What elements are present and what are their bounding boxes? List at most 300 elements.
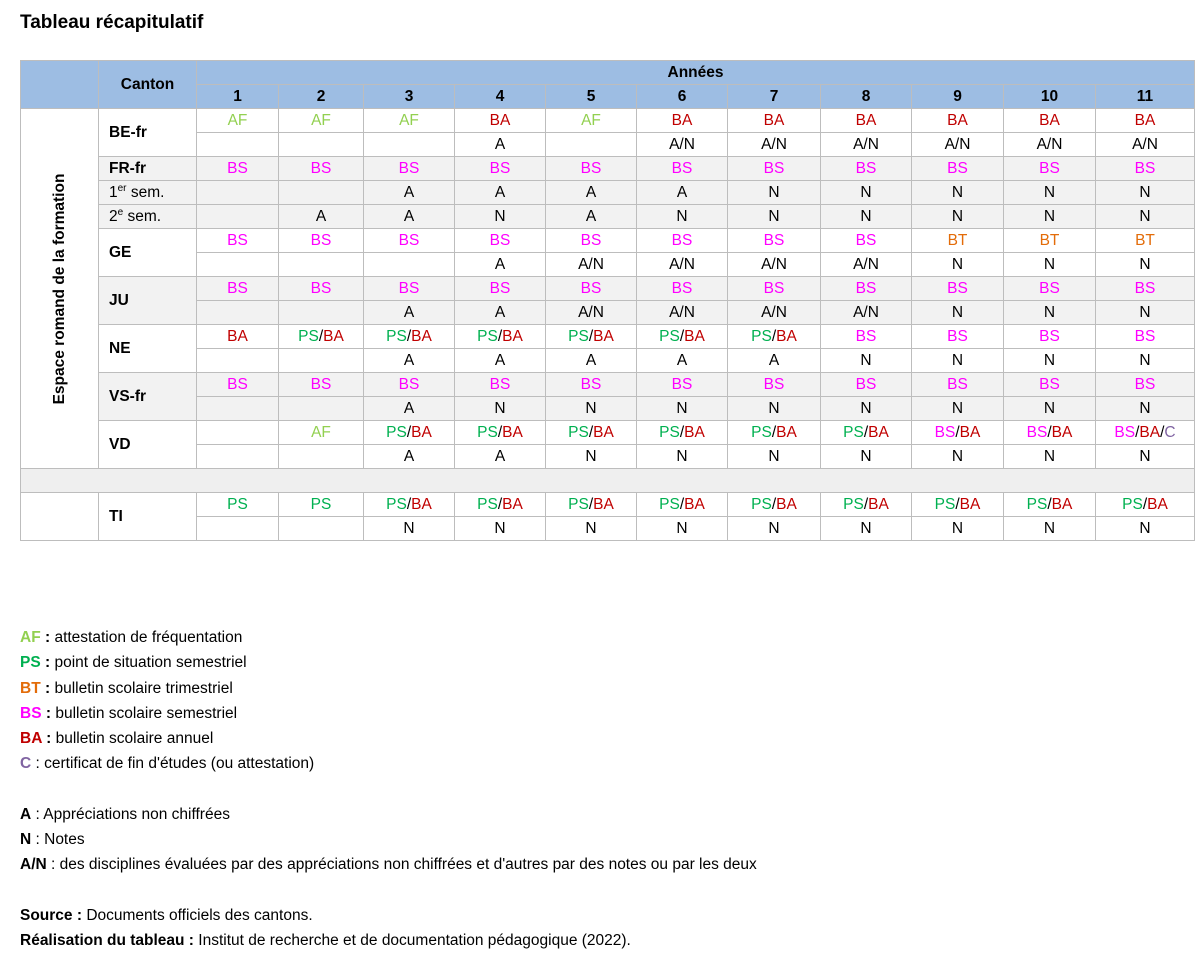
code-ba: BA — [684, 423, 705, 441]
value-cell — [1004, 277, 1096, 301]
code-bs: BS — [1039, 279, 1060, 297]
code-separator: / — [588, 423, 594, 441]
value-cell — [1096, 373, 1195, 397]
value-cell — [1096, 397, 1195, 421]
code-ps: PS — [751, 423, 772, 441]
legend-text: bulletin scolaire annuel — [51, 730, 214, 748]
code-separator: / — [1047, 495, 1052, 513]
canton-label: TI — [99, 493, 197, 541]
value-cell — [364, 373, 455, 397]
legend-sep: : — [40, 654, 51, 672]
value-cell — [197, 205, 279, 229]
evaluation-value: N — [1139, 207, 1151, 225]
value-cell — [1004, 517, 1096, 541]
value-cell — [821, 301, 912, 325]
legend-item — [20, 726, 757, 751]
value-cell — [637, 205, 728, 229]
realisation-line-text: Institut de recherche et de documentation pédagogique (2022). — [193, 931, 631, 949]
code-bs: BS — [489, 159, 511, 177]
code-ps: PS — [298, 327, 319, 345]
value-cell — [637, 397, 728, 421]
value-cell — [364, 493, 455, 517]
table-row — [21, 349, 1195, 373]
value-cell — [455, 157, 546, 181]
evaluation-value: A — [585, 351, 597, 369]
page-title: Tableau récapitulatif — [20, 12, 204, 33]
code-bs: BS — [763, 375, 785, 393]
code-ps: PS — [477, 327, 498, 345]
value-cell — [455, 373, 546, 397]
table-row — [21, 109, 1195, 133]
year-header: 7 — [728, 85, 821, 109]
evaluation-value: N — [860, 207, 872, 225]
value-cell — [821, 517, 912, 541]
evaluation-value: N — [1043, 255, 1056, 273]
value-cell — [546, 109, 637, 133]
value-cell — [728, 445, 821, 469]
code-ba: BA — [684, 495, 705, 513]
canton-label: BE-fr — [99, 109, 197, 157]
evaluation-value: A — [403, 351, 415, 369]
value-cell — [364, 109, 455, 133]
evaluation-value: A/N — [761, 303, 787, 321]
code-bs: BS — [310, 159, 332, 177]
evaluation-value: N — [860, 519, 872, 537]
code-bs: BS — [1039, 159, 1060, 177]
evaluation-value: N — [860, 399, 872, 417]
evaluation-value: N — [768, 399, 780, 417]
code-ba: BA — [593, 495, 614, 513]
evaluation-value: A/N — [853, 255, 879, 273]
code-bs: BS — [855, 159, 877, 177]
year-header: 2 — [279, 85, 364, 109]
value-cell — [821, 493, 912, 517]
value-cell — [1096, 229, 1195, 253]
code-ps: PS — [659, 495, 680, 513]
evaluation-value: N — [951, 303, 964, 321]
value-cell — [637, 277, 728, 301]
value-cell — [821, 397, 912, 421]
value-cell — [197, 109, 279, 133]
value-cell — [1004, 445, 1096, 469]
evaluation-value: N — [676, 207, 688, 225]
group-label-cell — [21, 109, 99, 469]
evaluation-value: A/N — [1036, 135, 1063, 153]
value-cell — [728, 205, 821, 229]
code-ba: BA — [776, 327, 797, 345]
evaluation-value: A/N — [853, 135, 879, 153]
value-cell — [364, 445, 455, 469]
legend-item — [20, 625, 757, 650]
evaluation-value: N — [768, 519, 780, 537]
legend-gap — [20, 878, 757, 903]
value-cell — [364, 397, 455, 421]
evaluation-value: N — [768, 183, 780, 201]
code-ba: BA — [411, 327, 432, 345]
value-cell — [455, 133, 546, 157]
code-separator: / — [588, 327, 594, 345]
value-cell — [455, 397, 546, 421]
value-cell — [1096, 133, 1195, 157]
evaluation-value: N — [676, 447, 688, 465]
evaluation-value: N — [951, 183, 964, 201]
value-cell — [197, 277, 279, 301]
value-cell — [546, 349, 637, 373]
code-c: C — [1164, 423, 1176, 441]
table-row — [21, 421, 1195, 445]
evaluation-value: N — [1139, 399, 1151, 417]
value-cell — [197, 517, 279, 541]
value-cell — [279, 157, 364, 181]
evaluation-value: N — [494, 207, 506, 225]
code-bs: BS — [947, 327, 968, 345]
evaluation-value: N — [676, 519, 688, 537]
code-ba: BA — [1051, 423, 1073, 441]
value-cell — [279, 133, 364, 157]
code-bs: BS — [1134, 327, 1156, 345]
year-header: 5 — [546, 85, 637, 109]
table-row — [21, 301, 1195, 325]
evaluation-value: N — [951, 399, 964, 417]
value-cell — [1004, 109, 1096, 133]
value-cell — [912, 445, 1004, 469]
value-cell — [455, 181, 546, 205]
evaluation-value: N — [1139, 519, 1151, 537]
code-bs: BS — [855, 327, 877, 345]
year-header: 6 — [637, 85, 728, 109]
value-cell — [912, 517, 1004, 541]
legend-text: : certificat de fin d'études (ou attestation) — [31, 755, 315, 773]
code-bs: BS — [947, 375, 968, 393]
code-separator: / — [863, 423, 869, 441]
canton-label: NE — [99, 325, 197, 373]
evaluation-value: N — [951, 447, 964, 465]
value-cell — [197, 349, 279, 373]
code-ps: PS — [659, 327, 680, 345]
code-bs: BS — [1039, 375, 1060, 393]
value-cell — [197, 493, 279, 517]
evaluation-value: A — [494, 255, 506, 273]
legend-code: C — [20, 755, 32, 773]
canton-label: GE — [99, 229, 197, 277]
value-cell — [364, 205, 455, 229]
code-ps: PS — [843, 423, 864, 441]
value-cell — [728, 181, 821, 205]
code-bs: BS — [398, 279, 420, 297]
value-cell — [279, 517, 364, 541]
canton-label: FR-fr — [99, 157, 197, 181]
code-ps: PS — [227, 495, 248, 513]
code-separator: / — [771, 327, 777, 345]
evaluation-value: N — [1139, 183, 1151, 201]
code-separator: / — [679, 327, 685, 345]
value-cell — [1004, 325, 1096, 349]
code-separator: / — [1160, 423, 1165, 441]
value-cell — [728, 325, 821, 349]
code-bs: BS — [671, 231, 693, 249]
code-separator: / — [318, 327, 324, 345]
code-ps: PS — [310, 495, 332, 513]
value-cell — [1004, 157, 1096, 181]
value-cell — [912, 349, 1004, 373]
value-cell — [1004, 397, 1096, 421]
evaluation-value: A — [585, 183, 597, 201]
value-cell — [546, 277, 637, 301]
evaluation-value: A — [676, 351, 688, 369]
code-bs: BS — [1134, 375, 1156, 393]
evaluation-value: A — [494, 303, 506, 321]
evaluation-value: A — [403, 183, 415, 201]
code-af: AF — [399, 111, 419, 129]
evaluation-value: A — [403, 207, 415, 225]
code-bs: BS — [580, 231, 602, 249]
value-cell — [364, 349, 455, 373]
code-ps: PS — [1026, 495, 1048, 513]
year-header: 1 — [197, 85, 279, 109]
value-cell — [197, 253, 279, 277]
evaluation-value: N — [1139, 351, 1151, 369]
code-bs: BS — [1134, 159, 1156, 177]
code-ps: PS — [386, 423, 407, 441]
value-cell — [364, 229, 455, 253]
value-cell — [197, 157, 279, 181]
evaluation-value: A — [403, 447, 415, 465]
evaluation-value: N — [860, 183, 872, 201]
evaluation-value: A/N — [578, 303, 604, 321]
code-ps: PS — [386, 327, 407, 345]
code-separator: / — [1142, 495, 1148, 513]
value-cell — [279, 445, 364, 469]
value-cell — [1096, 277, 1195, 301]
evaluation-value: N — [860, 447, 872, 465]
code-bs: BS — [489, 231, 511, 249]
evaluation-value: N — [951, 351, 964, 369]
value-cell — [1096, 253, 1195, 277]
value-cell — [912, 493, 1004, 517]
code-ba: BA — [489, 111, 511, 129]
legend-code: BA — [20, 730, 42, 748]
evaluation-value: N — [1043, 519, 1056, 537]
evaluation-value: N — [494, 519, 506, 537]
value-cell — [279, 181, 364, 205]
evaluation-value: A — [315, 207, 327, 225]
value-cell — [279, 253, 364, 277]
value-cell — [821, 253, 912, 277]
value-cell — [455, 229, 546, 253]
value-cell — [637, 133, 728, 157]
value-cell — [197, 445, 279, 469]
evaluation-value: N — [1043, 351, 1056, 369]
code-bt: BT — [947, 231, 968, 249]
code-ba: BA — [1147, 495, 1168, 513]
code-separator: / — [771, 423, 777, 441]
evaluation-value: A/N — [1132, 135, 1158, 153]
table-row — [21, 445, 1195, 469]
value-cell — [1004, 301, 1096, 325]
legend-text: bulletin scolaire trimestriel — [50, 679, 233, 697]
code-ba: BA — [684, 327, 705, 345]
code-bs: BS — [398, 231, 420, 249]
value-cell — [1004, 181, 1096, 205]
value-cell — [728, 133, 821, 157]
value-cell — [1004, 253, 1096, 277]
code-bt: BT — [1135, 231, 1155, 249]
value-cell — [364, 421, 455, 445]
value-cell — [912, 421, 1004, 445]
evaluation-value: N — [1043, 183, 1056, 201]
value-cell — [546, 421, 637, 445]
value-cell — [821, 445, 912, 469]
value-cell — [197, 397, 279, 421]
code-bs: BS — [947, 159, 968, 177]
value-cell — [546, 181, 637, 205]
value-cell — [546, 373, 637, 397]
value-cell — [1004, 133, 1096, 157]
value-cell — [546, 133, 637, 157]
legend-code: A — [20, 805, 32, 823]
code-separator: / — [406, 495, 412, 513]
value-cell — [728, 421, 821, 445]
legend-item — [20, 701, 757, 726]
value-cell — [728, 229, 821, 253]
code-ba: BA — [502, 327, 523, 345]
evaluation-value: N — [951, 519, 964, 537]
summary-table — [20, 60, 1195, 541]
value-cell — [637, 421, 728, 445]
legend-text: bulletin scolaire semestriel — [51, 704, 238, 722]
year-header: 3 — [364, 85, 455, 109]
value-cell — [637, 517, 728, 541]
legend-code: PS — [20, 654, 41, 672]
value-cell — [197, 301, 279, 325]
evaluation-value: N — [585, 447, 597, 465]
value-cell — [197, 325, 279, 349]
code-separator: / — [863, 495, 869, 513]
corner-cell — [21, 61, 99, 109]
value-cell — [364, 325, 455, 349]
value-cell — [279, 397, 364, 421]
table-row — [21, 133, 1195, 157]
value-cell — [364, 253, 455, 277]
code-ba: BA — [323, 327, 344, 345]
code-separator: / — [955, 423, 960, 441]
evaluation-value: A — [585, 207, 597, 225]
evaluation-value: A — [768, 351, 780, 369]
code-ps: PS — [477, 423, 498, 441]
value-cell — [728, 493, 821, 517]
value-cell — [637, 445, 728, 469]
code-ba: BA — [763, 111, 785, 129]
value-cell — [821, 325, 912, 349]
code-bs: BS — [580, 279, 602, 297]
value-cell — [455, 445, 546, 469]
code-ba: BA — [593, 327, 614, 345]
value-cell — [364, 277, 455, 301]
code-ba: BA — [593, 423, 614, 441]
evaluation-value: A — [494, 447, 506, 465]
code-ba: BA — [855, 111, 877, 129]
value-cell — [546, 517, 637, 541]
value-cell — [455, 277, 546, 301]
code-ba: BA — [776, 495, 797, 513]
value-cell — [912, 205, 1004, 229]
evaluation-value: N — [585, 399, 597, 417]
value-cell — [821, 421, 912, 445]
value-cell — [912, 253, 1004, 277]
value-cell — [364, 157, 455, 181]
value-cell — [637, 157, 728, 181]
code-bs: BS — [671, 159, 693, 177]
legend-item — [20, 852, 757, 877]
value-cell — [1004, 229, 1096, 253]
value-cell — [728, 277, 821, 301]
value-cell — [1096, 493, 1195, 517]
legend-code: AF — [20, 629, 41, 646]
legend-sep: : — [41, 730, 52, 748]
evaluation-value: A/N — [853, 303, 879, 321]
semester-suffix: er — [117, 182, 127, 194]
code-bs: BS — [398, 159, 420, 177]
value-cell — [1004, 373, 1096, 397]
code-ps: PS — [751, 327, 772, 345]
semester-number: 1 — [109, 183, 118, 201]
group-label-cell — [21, 493, 99, 541]
value-cell — [912, 397, 1004, 421]
evaluation-value: N — [860, 351, 872, 369]
code-ps: PS — [934, 495, 956, 513]
code-separator: / — [955, 495, 960, 513]
value-cell — [455, 517, 546, 541]
evaluation-value: N — [585, 519, 597, 537]
code-separator: / — [1047, 423, 1052, 441]
value-cell — [279, 325, 364, 349]
legend-sep: : — [40, 679, 51, 697]
value-cell — [912, 157, 1004, 181]
evaluation-value: A/N — [669, 255, 695, 273]
legend-code: BS — [20, 704, 42, 722]
table-row — [21, 397, 1195, 421]
value-cell — [728, 517, 821, 541]
code-ba: BA — [1051, 495, 1073, 513]
value-cell — [912, 229, 1004, 253]
value-cell — [455, 205, 546, 229]
code-bs: BS — [227, 279, 248, 297]
value-cell — [1096, 301, 1195, 325]
canton-header: Canton — [99, 61, 197, 109]
code-separator: / — [497, 327, 503, 345]
code-bs: BS — [855, 279, 877, 297]
value-cell — [821, 277, 912, 301]
value-cell — [637, 229, 728, 253]
legend-text: attestation de fréquentation — [50, 629, 243, 646]
code-bs: BS — [671, 375, 693, 393]
evaluation-value: A/N — [669, 303, 695, 321]
code-af: AF — [227, 111, 248, 129]
evaluation-value: N — [403, 519, 415, 537]
code-separator: / — [1135, 423, 1140, 441]
code-bs: BS — [1114, 423, 1136, 441]
value-cell — [821, 349, 912, 373]
code-ba: BA — [776, 423, 797, 441]
code-separator: / — [497, 495, 503, 513]
code-bs: BS — [1039, 327, 1060, 345]
code-bs: BS — [227, 231, 248, 249]
value-cell — [1096, 517, 1195, 541]
evaluation-value: A/N — [761, 255, 787, 273]
code-ps: PS — [568, 423, 589, 441]
value-cell — [637, 493, 728, 517]
evaluation-value: A — [494, 351, 506, 369]
